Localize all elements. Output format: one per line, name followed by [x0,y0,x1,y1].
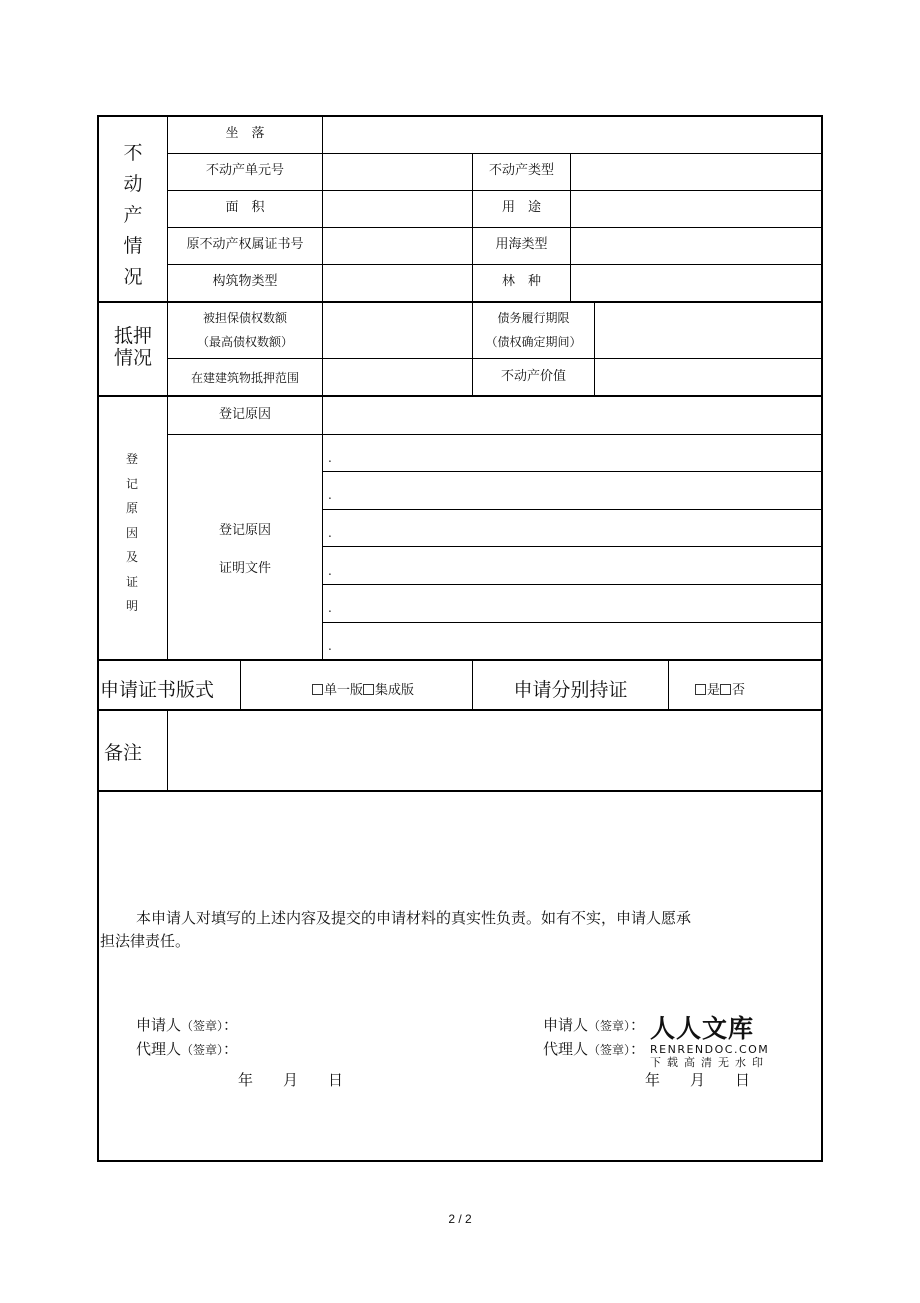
sep-reason [97,659,823,661]
integrated-version-label: 集成版 [375,683,415,698]
forest-field[interactable] [571,265,821,301]
seal-text: （签章） [181,1019,224,1033]
term-label [473,310,594,350]
property-value-field[interactable] [595,359,821,395]
agent-text: 代理人 [543,1040,589,1058]
use-label: 用 途 [501,200,541,215]
label-char: 情 [123,235,143,257]
integrated-version-checkbox[interactable] [363,684,374,695]
label-char: 产 [123,204,143,226]
agent-sign-right [543,1039,645,1060]
frame-bottom [97,1160,823,1162]
applicant-text: 申请人 [543,1016,589,1034]
label-line: 情况 [113,347,152,369]
seal-text: （签章） [588,1043,631,1057]
sep-remarks [97,790,823,792]
label-char: 证 [125,574,138,589]
label-char: 因 [125,525,138,540]
doc-row-1[interactable]: . [328,451,332,465]
yes-label: 是 [707,683,721,698]
col-line [668,660,669,710]
date-right [645,1070,750,1090]
applicant-text: 申请人 [136,1016,182,1034]
term-field[interactable] [595,303,821,358]
label-line: 被担保债权数额 [202,311,287,325]
date-left [238,1070,343,1090]
year-text: 年 [645,1071,661,1089]
col-line [240,660,241,710]
applicant-sign-left [136,1015,238,1036]
label-char: 原 [125,501,138,515]
day-text: 日 [328,1071,344,1089]
declaration-line-2: 担法律责任。 [100,932,191,950]
watermark-brand: 人人文库 [650,1014,755,1043]
doc-row-6[interactable]: . [328,639,332,653]
row-line [322,471,822,472]
type-label: 不动产类型 [488,163,554,178]
use-field[interactable] [571,191,821,227]
seal-text: （签章） [588,1019,631,1033]
type-field[interactable] [571,154,821,190]
agent-sign-left [136,1039,238,1060]
doc-row-5[interactable]: . [328,601,332,615]
unit-no-field[interactable] [323,154,472,190]
applicant-sign-right [543,1015,645,1036]
secured-amount-label [168,310,322,350]
reason-section-label [99,447,165,619]
page-number: 2 / 2 [448,1212,472,1226]
colon: ： [223,1016,239,1034]
colon: ： [630,1016,646,1034]
construction-scope-field[interactable] [323,359,472,395]
month-text: 月 [283,1071,299,1089]
label-line: 债务履行期限 [497,311,570,325]
label-line: 证明文件 [218,561,271,576]
yes-checkbox[interactable] [695,684,706,695]
sea-use-label: 用海类型 [495,237,548,252]
sea-use-field[interactable] [571,228,821,264]
construction-scope-label: 在建建筑物抵押范围 [190,371,299,385]
property-section-label [99,138,167,293]
remarks-label: 备注 [104,742,143,764]
forest-label: 林 种 [501,274,541,289]
no-checkbox[interactable] [720,684,731,695]
reason-field[interactable] [323,397,821,434]
structure-label: 构筑物类型 [212,274,278,289]
label-char: 不 [123,142,143,164]
mortgage-section-label [99,325,167,369]
label-char: 明 [125,599,138,613]
watermark-logo [648,1015,771,1070]
colon: ： [223,1040,239,1058]
label-line: （最高债权数额） [196,335,293,349]
label-char: 况 [123,266,143,288]
location-label: 坐 落 [225,126,265,141]
row-line [167,434,822,435]
label-char: 记 [125,476,138,491]
cert-format-label: 申请证书版式 [100,679,215,701]
structure-field[interactable] [323,265,472,301]
no-label: 否 [732,683,746,698]
watermark-domain: RENRENDOC.COM [650,1043,770,1056]
separate-cert-options [695,683,745,699]
single-version-checkbox[interactable] [312,684,323,695]
location-field[interactable] [323,117,821,153]
row-line [322,622,822,623]
label-line: 抵押 [113,325,152,347]
remarks-field[interactable] [168,711,821,790]
docs-label [168,523,322,577]
area-label: 面 积 [225,200,265,215]
label-line: 登记原因 [218,523,271,538]
label-char: 登 [125,452,138,466]
frame-right [821,115,823,1162]
orig-cert-field[interactable] [323,228,472,264]
watermark-slogan: 下载高清无水印 [650,1056,769,1069]
row-line [322,509,822,510]
doc-row-2[interactable]: . [328,488,332,502]
month-text: 月 [690,1071,706,1089]
orig-cert-label: 原不动产权属证书号 [186,237,304,252]
doc-row-4[interactable]: . [328,564,332,578]
agent-text: 代理人 [136,1040,182,1058]
label-char: 动 [123,173,143,195]
col-line [167,116,168,661]
cert-format-options [312,683,414,699]
reason-label: 登记原因 [218,407,271,422]
doc-row-3[interactable]: . [328,526,332,540]
label-line: （债权确定期间） [485,335,582,349]
single-version-label: 单一版 [324,683,364,698]
row-line [322,584,822,585]
separate-cert-label: 申请分别持证 [513,679,628,701]
area-field[interactable] [323,191,472,227]
year-text: 年 [238,1071,254,1089]
secured-amount-field[interactable] [323,303,472,358]
colon: ： [630,1040,646,1058]
row-line [322,546,822,547]
property-value-label: 不动产价值 [500,369,566,384]
label-char: 及 [125,550,138,564]
seal-text: （签章） [181,1043,224,1057]
declaration-line-1: 本申请人对填写的上述内容及提交的申请材料的真实性负责。如有不实，申请人愿承 [136,909,692,927]
day-text: 日 [735,1071,751,1089]
unit-no-label: 不动产单元号 [205,163,284,178]
